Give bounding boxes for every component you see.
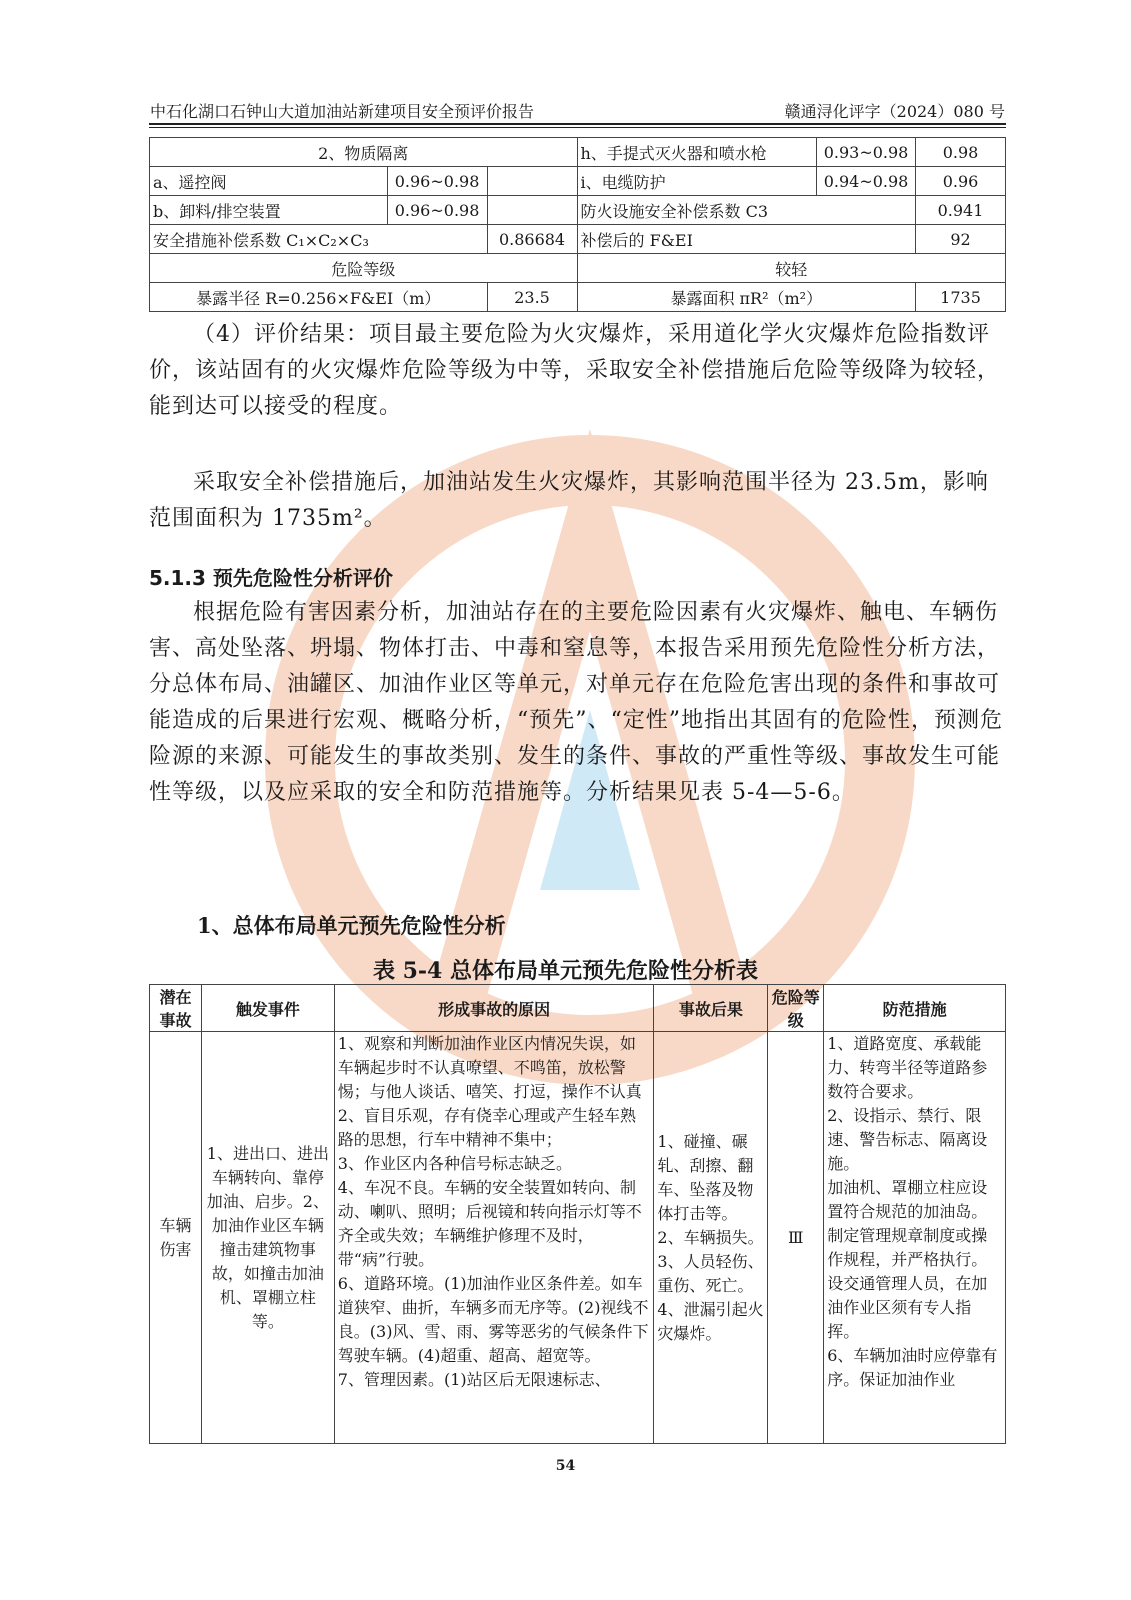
table-cell — [487, 167, 577, 196]
column-header: 危险等级 — [768, 985, 824, 1032]
table-cell: 较轻 — [577, 254, 1006, 283]
consequence-cell: 1、碰撞、碾轧、刮擦、翻车、坠落及物体打击等。 2、车辆损失。 3、人员轻伤、重伤、死亡。 4、泄漏引起火灾爆炸。 — [654, 1032, 768, 1444]
table-cell — [487, 196, 577, 225]
page-number: 54 — [555, 1458, 576, 1474]
header-rule-thin — [149, 127, 1006, 128]
table-header-row — [150, 985, 1006, 1032]
section-heading: 5.1.3 预先危险性分析评价 — [149, 566, 393, 590]
table-cell: h、手提式灭火器和喷水枪 — [577, 138, 817, 167]
table-cell: 23.5 — [487, 283, 577, 312]
pha-intro-paragraph: 根据危险有害因素分析，加油站存在的主要危险因素有火灾爆炸、触电、车辆伤害、高处坠落、坍塌、物体打击、中毒和窒息等，本报告采用预先危险性分析方法，分总体布局、油罐区、加油作业区等单元，对单元存在危险危害出现的条件和事故可能造成的后果进行宏观、概略分析，“预先”、“定性”地指出其固有的危险性，预测危险源的来源、可能发生的事故类别、发生的条件、事故的严重性等级、事故发生可能性等级，以及应采取的安全和防范措施等。分析结果见表 5-4—5-6。 — [149, 600, 1003, 805]
pha-table — [149, 984, 1006, 1444]
table-cell: 0.96 — [916, 167, 1006, 196]
table-cell: 0.98 — [916, 138, 1006, 167]
table-row — [150, 254, 1006, 283]
column-header: 潜在事故 — [150, 985, 202, 1032]
table-cell: 92 — [916, 225, 1006, 254]
column-header: 触发事件 — [201, 985, 334, 1032]
table-row — [150, 196, 1006, 225]
table-cell: 危险等级 — [150, 254, 578, 283]
column-header: 事故后果 — [654, 985, 768, 1032]
table-cell: 1735 — [916, 283, 1006, 312]
measures-cell: 1、道路宽度、承载能力、转弯半径等道路参数符合要求。 2、设指示、禁行、限速、警告标志、隔离设施。 加油机、罩棚立柱应设置符合规范的加油岛。 制定管理规章制度或操作规程，并严格执行。 设交通管理人员，在加油作业区须有专人指挥。 6、车辆加油时应停靠有序。保证加油作业 — [824, 1032, 1006, 1444]
header-rule — [149, 123, 1006, 125]
table-row — [150, 283, 1006, 312]
header-report-title: 中石化湖口石钟山大道加油站新建项目安全预评价报告 — [150, 102, 535, 121]
table-cell: a、遥控阀 — [150, 167, 388, 196]
fei-compensation-table — [149, 137, 1006, 312]
header-report-number: 赣通浔化评字（2024）080 号 — [784, 102, 1005, 121]
exposure-paragraph: 采取安全补偿措施后，加油站发生火灾爆炸，其影响范围半径为 23.5m，影响范围面积为 1735m²。 — [149, 470, 989, 531]
table-cell: 补偿后的 F&EI — [577, 225, 916, 254]
table-caption: 表 5-4 总体布局单元预先危险性分析表 — [372, 958, 759, 984]
table-row — [150, 225, 1006, 254]
evaluation-result-paragraph: （4）评价结果：项目最主要危险为火灾爆炸，采用道化学火灾爆炸危险指数评价，该站固有的火灾爆炸危险等级为中等，采取安全补偿措施后危险等级降为较轻，能到达可以接受的程度。 — [149, 322, 1001, 419]
subsection-heading: 1、总体布局单元预先危险性分析 — [197, 913, 506, 938]
table-cell: 安全措施补偿系数 C₁×C₂×C₃ — [150, 225, 488, 254]
table-cell: b、卸料/排空装置 — [150, 196, 388, 225]
trigger-cell: 1、进出口、进出车辆转向、靠停加油、启步。2、加油作业区车辆撞击建筑物事故，如撞击加油机、罩棚立柱等。 — [201, 1032, 334, 1444]
table-cell: 2、物质隔离 — [150, 138, 578, 167]
column-header: 防范措施 — [824, 985, 1006, 1032]
column-header: 形成事故的原因 — [334, 985, 654, 1032]
table-row — [150, 167, 1006, 196]
level-cell: Ⅲ — [768, 1032, 824, 1444]
causes-cell: 1、观察和判断加油作业区内情况失误，如车辆起步时不认真嘹望、不鸣笛，放松警惕；与他人谈话、嘻笑、打逗，操作不认真 2、盲目乐观，存有侥幸心理或产生轻车熟路的思想，行车中精神不集中； 3、作业区内各种信号标志缺乏。 4、车况不良。车辆的安全装置如转向、制动、喇叭、照明；后视镜和转向指示灯等不齐全或失效；车辆维护修理不及时，带“病”行驶。 6、道路环境。(1)加油作业区条件差。如车道狭窄、曲折，车辆多而无序等。(2)视线不良。(3)风、雪、雨、雾等恶劣的气候条件下驾驶车辆。(4)超重、超高、超宽等。 7、管理因素。(1)站区后无限速标志、 — [334, 1032, 654, 1444]
table-cell: 0.941 — [916, 196, 1006, 225]
table-cell: 0.96~0.98 — [387, 196, 487, 225]
table-cell: 暴露面积 πR²（m²） — [577, 283, 916, 312]
hazard-cell: 车辆伤害 — [150, 1032, 202, 1444]
table-cell: 0.86684 — [487, 225, 577, 254]
table-row — [150, 138, 1006, 167]
table-cell: 0.96~0.98 — [387, 167, 487, 196]
table-cell: 0.94~0.98 — [817, 167, 916, 196]
table-cell: 0.93~0.98 — [817, 138, 916, 167]
table-cell: 防火设施安全补偿系数 C3 — [577, 196, 916, 225]
table-row — [150, 1032, 1006, 1444]
table-cell: 暴露半径 R=0.256×F&EI（m） — [150, 283, 488, 312]
table-cell: i、电缆防护 — [577, 167, 817, 196]
